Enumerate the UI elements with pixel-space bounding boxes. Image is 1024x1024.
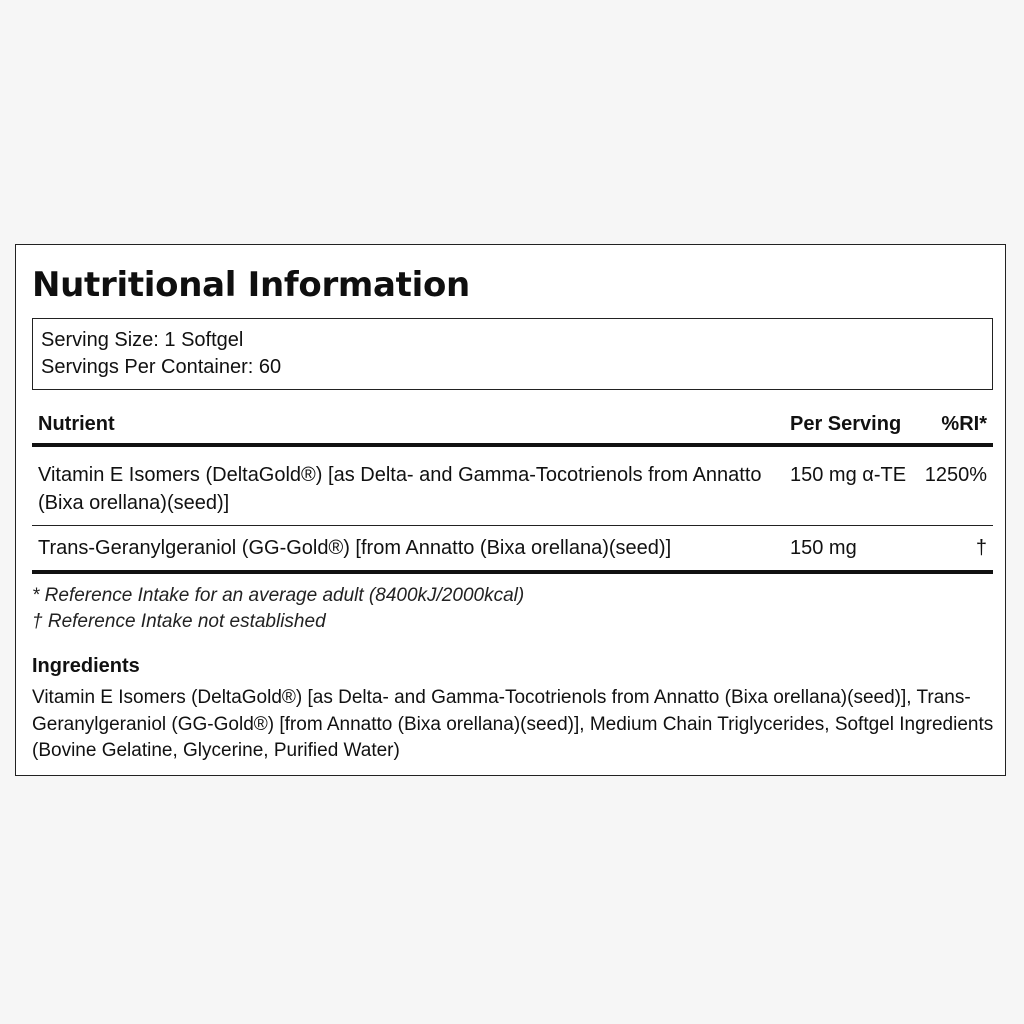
header-per-serving: Per Serving <box>784 405 914 445</box>
table-row <box>32 526 993 573</box>
ingredients-text: Vitamin E Isomers (DeltaGold®) [as Delta- and Gamma-Tocotrienols from Annatto (Bixa orellana)(seed)], Trans-Geranylgeraniol (GG-Gold®) [from Annatto (Bixa orellana)(seed)], Medium Chain Triglycerides, Softgel Ingredients (Bovine Gelatine, Glycerine, Purified Water) <box>32 687 994 761</box>
table-row <box>32 445 993 526</box>
footnotes <box>32 583 524 635</box>
serving-info-box <box>32 318 993 390</box>
nutrition-panel <box>15 244 1006 776</box>
cell-nutrient: Trans-Geranylgeraniol (GG-Gold®) [from Annatto (Bixa orellana)(seed)] <box>32 526 784 573</box>
cell-ri: † <box>914 526 993 573</box>
header-nutrient: Nutrient <box>32 405 784 445</box>
table-header-row <box>32 405 993 445</box>
footnote-reference-intake: * Reference Intake for an average adult (8400kJ/2000kcal) <box>32 585 525 606</box>
servings-per-container: Servings Per Container: 60 <box>41 356 282 378</box>
footnote-not-established: † Reference Intake not established <box>32 611 326 632</box>
serving-size: Serving Size: 1 Softgel <box>41 329 244 351</box>
ingredients-heading: Ingredients <box>32 655 140 677</box>
header-ri: %RI* <box>914 405 993 445</box>
nutrient-table <box>32 405 993 574</box>
cell-per-serving: 150 mg <box>784 526 914 573</box>
cell-ri: 1250% <box>914 445 993 526</box>
panel-title: Nutritional Information <box>32 265 470 305</box>
cell-nutrient: Vitamin E Isomers (DeltaGold®) [as Delta- and Gamma-Tocotrienols from Annatto (Bixa orellana)(seed)] <box>32 445 784 526</box>
cell-per-serving: 150 mg α-TE <box>784 445 914 526</box>
